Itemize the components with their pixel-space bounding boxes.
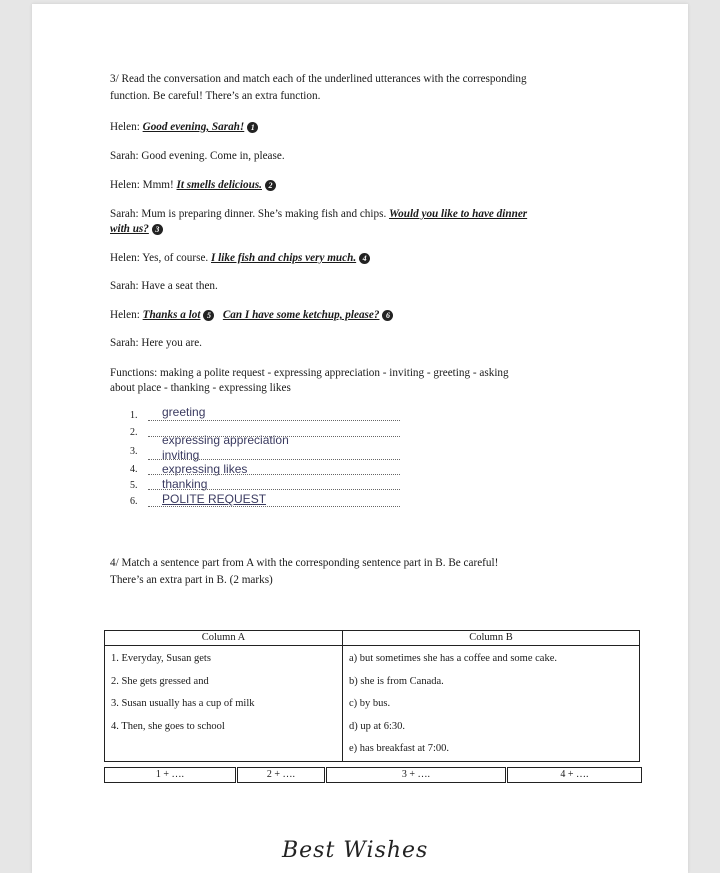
column-b-item: e) has breakfast at 7:00.	[349, 743, 450, 754]
answer-number: 3.	[130, 446, 138, 457]
column-b-header: Column B	[343, 631, 640, 646]
answer-number: 6.	[130, 496, 138, 507]
answer-box[interactable]: 1 + ….	[104, 767, 236, 783]
answer-box[interactable]: 4 + ….	[507, 767, 642, 783]
ex4-instruction-line2: There’s an extra part in B. (2 marks)	[110, 574, 273, 586]
answer-dotline	[148, 506, 400, 507]
answer-text: inviting	[162, 448, 200, 462]
column-b	[343, 646, 640, 762]
answer-dotline	[148, 459, 400, 460]
answer-number: 5.	[130, 480, 138, 491]
closing-signature: Best Wishes	[282, 838, 429, 863]
ex4-instruction-line1: 4/ Match a sentence part from A with the corresponding sentence part in B. Be careful!	[110, 557, 499, 569]
column-b-item: c) by bus.	[349, 698, 391, 709]
dialogue-line: Sarah: Mum is preparing dinner. She’s making fish and chips. Would you like to have dinner	[110, 208, 528, 220]
ex3-instruction-line2: function. Be careful! There’s an extra function.	[110, 90, 321, 102]
column-b-item: d) up at 6:30.	[349, 720, 405, 732]
worksheet-page	[32, 4, 688, 873]
answer-text: greeting	[162, 405, 206, 419]
column-a-item: 3. Susan usually has a cup of milk	[111, 698, 255, 709]
functions-line1: Functions: making a polite request - expressing appreciation - inviting - greeting - asking	[110, 367, 509, 379]
column-a-item: 2. She gets gressed and	[111, 675, 209, 687]
ex3-instruction-line1: 3/ Read the conversation and match each of the underlined utterances with the corresponding	[110, 73, 527, 85]
answer-dotline	[148, 489, 400, 490]
dialogue-line: Helen: Yes, of course. I like fish and chips very much. 4	[110, 251, 370, 266]
dialogue-line: Sarah: Here you are.	[110, 337, 202, 349]
answer-text: POLITE REQUEST	[162, 492, 267, 506]
answer-number: 4.	[130, 464, 138, 475]
answer-number: 2.	[130, 427, 138, 438]
column-b-item: a) but sometimes she has a coffee and some cake.	[349, 653, 557, 664]
functions-line2: about place - thanking - expressing likes	[110, 382, 291, 394]
answer-dotline	[148, 474, 400, 475]
answer-number: 1.	[130, 410, 138, 421]
dialogue-line-continued: with us? 3	[110, 222, 163, 237]
dialogue-line: Helen: Mmm! It smells delicious. 2	[110, 178, 276, 193]
dialogue-line: Sarah: Good evening. Come in, please.	[110, 150, 285, 162]
column-a-header: Column A	[105, 631, 343, 646]
dialogue-line: Helen: Thanks a lot 5 Can I have some ketchup, please? 6	[110, 308, 393, 323]
answer-dotline	[148, 420, 400, 421]
answer-box[interactable]: 3 + ….	[326, 767, 506, 783]
answer-box[interactable]: 2 + ….	[237, 767, 325, 783]
column-a-item: 4. Then, she goes to school	[111, 720, 225, 732]
answer-text: thanking	[162, 477, 208, 491]
column-a	[105, 646, 343, 762]
column-b-item: b) she is from Canada.	[349, 675, 444, 687]
dialogue-line: Sarah: Have a seat then.	[110, 280, 218, 292]
column-a-item: 1. Everyday, Susan gets	[111, 653, 211, 664]
dialogue-line: Helen: Good evening, Sarah! 1	[110, 120, 258, 135]
answer-text: expressing likes	[162, 462, 248, 476]
matching-table	[104, 630, 640, 762]
answer-text: expressing appreciation	[162, 433, 289, 447]
